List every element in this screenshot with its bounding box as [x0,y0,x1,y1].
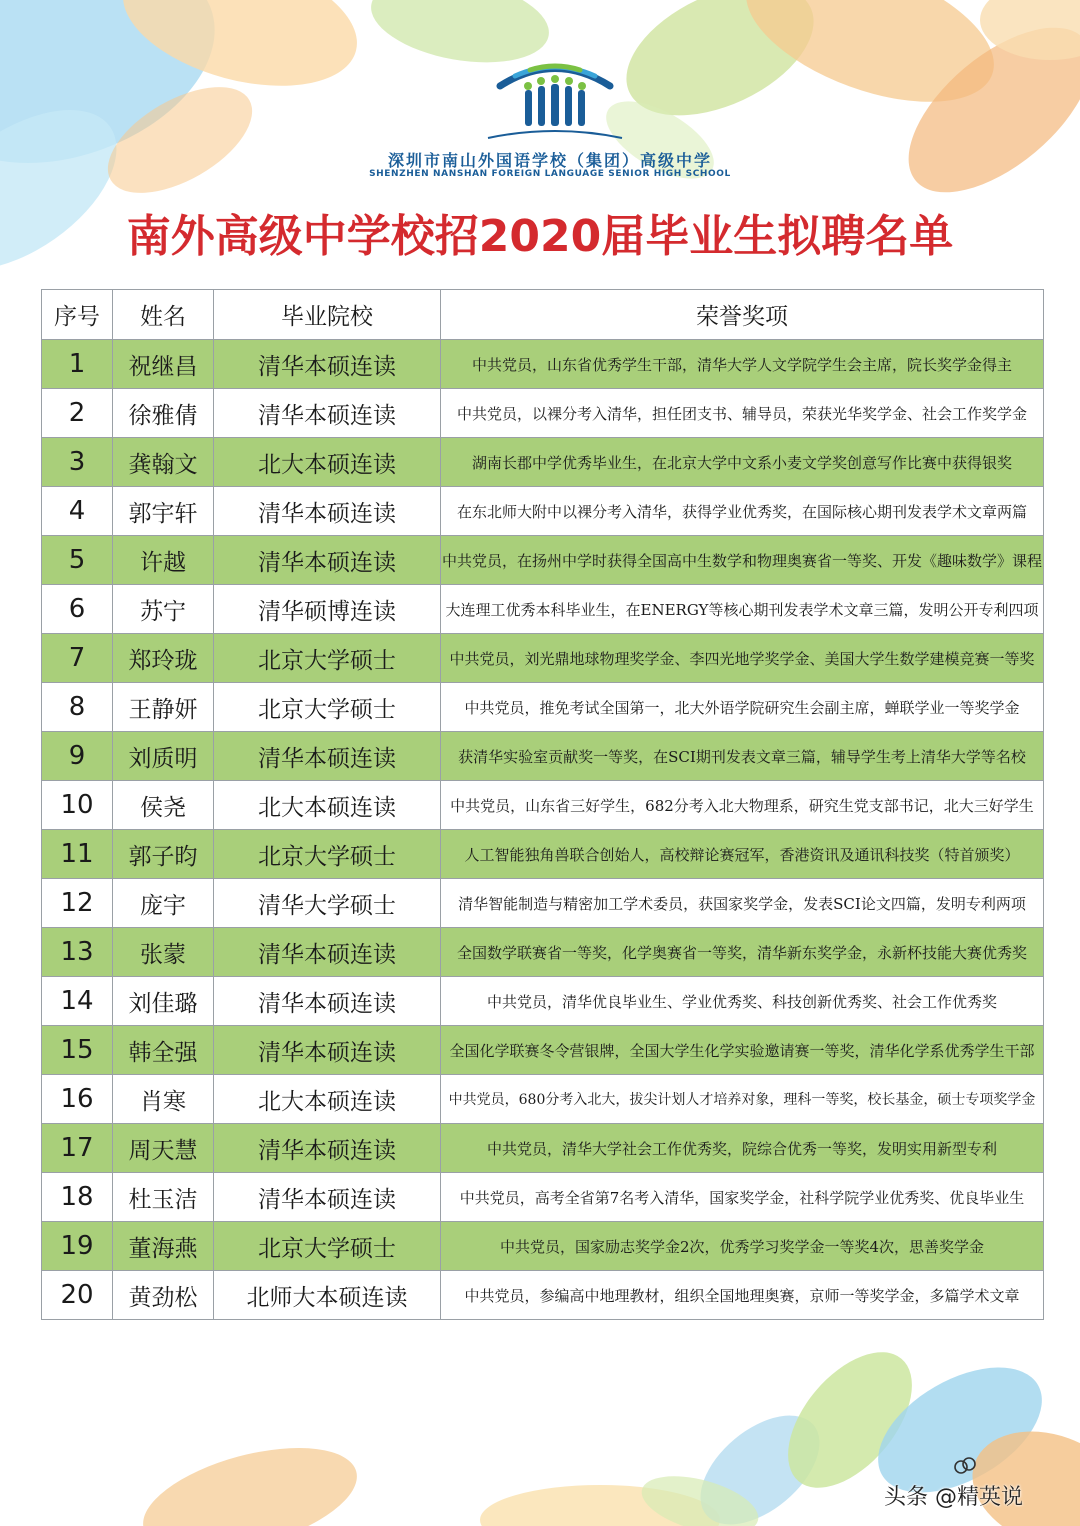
row-honors: 中共党员，清华优良毕业生、学业优秀奖、科技创新优秀奖、社会工作优秀奖 [441,977,1044,1026]
row-seq: 10 [42,781,113,830]
row-school: 清华本硕连读 [214,977,441,1026]
row-school: 北京大学硕士 [214,634,441,683]
row-honors: 大连理工优秀本科毕业生，在ENERGY等核心期刊发表学术文章三篇，发明公开专利四项 [441,585,1044,634]
school-name-cn: 深圳市南山外国语学校（集团）高级中学 [387,151,712,170]
row-name: 黄劲松 [113,1271,214,1320]
row-honors: 中共党员，国家励志奖学金2次，优秀学习奖学金一等奖4次，思善奖学金 [441,1222,1044,1271]
row-school: 北师大本硕连读 [214,1271,441,1320]
row-school: 清华本硕连读 [214,536,441,585]
row-name: 许越 [113,536,214,585]
hiring-list-table [41,289,1044,1320]
row-honors: 清华智能制造与精密加工学术委员，获国家奖学金，发表SCI论文四篇，发明专利两项 [441,879,1044,928]
row-school: 清华大学硕士 [214,879,441,928]
row-name: 张蒙 [113,928,214,977]
row-seq: 7 [42,634,113,683]
row-school: 清华本硕连读 [214,1173,441,1222]
row-honors: 中共党员，在扬州中学时获得全国高中生数学和物理奥赛省一等奖、开发《趣味数学》课程 [441,536,1044,585]
row-honors: 中共党员，高考全省第7名考入清华，国家奖学金，社科学院学业优秀奖、优良毕业生 [441,1173,1044,1222]
table-header-row [42,290,1044,340]
row-seq: 20 [42,1271,113,1320]
row-seq: 15 [42,1026,113,1075]
row-name: 肖寒 [113,1075,214,1124]
row-honors: 中共党员，以裸分考入清华，担任团支书、辅导员，荣获光华奖学金、社会工作奖学金 [441,389,1044,438]
row-school: 北京大学硕士 [214,1222,441,1271]
column-header-school: 毕业院校 [214,290,441,340]
row-name: 庞宇 [113,879,214,928]
row-honors: 人工智能独角兽联合创始人，高校辩论赛冠军，香港资讯及通讯科技奖（特首颁奖） [441,830,1044,879]
row-name: 刘佳璐 [113,977,214,1026]
row-name: 郑玲珑 [113,634,214,683]
row-school: 清华本硕连读 [214,487,441,536]
row-school: 清华本硕连读 [214,928,441,977]
row-seq: 19 [42,1222,113,1271]
row-school: 北大本硕连读 [214,1075,441,1124]
row-name: 苏宁 [113,585,214,634]
row-school: 北大本硕连读 [214,438,441,487]
row-honors: 全国数学联赛省一等奖，化学奥赛省一等奖，清华新东奖学金，永新杯技能大赛优秀奖 [441,928,1044,977]
column-header-honors: 荣誉奖项 [441,290,1044,340]
toutiao-logo-icon [952,1455,978,1477]
row-honors: 中共党员，清华大学社会工作优秀奖，院综合优秀一等奖，发明实用新型专利 [441,1124,1044,1173]
row-school: 清华硕博连读 [214,585,441,634]
table-row [42,1026,1044,1075]
table-row [42,487,1044,536]
table-row [42,340,1044,389]
row-name: 祝继昌 [113,340,214,389]
table-row [42,1173,1044,1222]
table-row [42,879,1044,928]
row-seq: 1 [42,340,113,389]
table-row [42,781,1044,830]
row-honors: 中共党员，刘光鼎地球物理奖学金、李四光地学奖学金、美国大学生数学建模竞赛一等奖 [441,634,1044,683]
table-row [42,438,1044,487]
row-seq: 13 [42,928,113,977]
row-school: 清华本硕连读 [214,340,441,389]
row-name: 韩全强 [113,1026,214,1075]
row-honors: 中共党员，推免考试全国第一，北大外语学院研究生会副主席，蝉联学业一等奖学金 [441,683,1044,732]
table-row [42,830,1044,879]
row-honors: 在东北师大附中以裸分考入清华，获得学业优秀奖，在国际核心期刊发表学术文章两篇 [441,487,1044,536]
row-school: 清华本硕连读 [214,389,441,438]
table-row [42,585,1044,634]
row-seq: 5 [42,536,113,585]
table-row [42,389,1044,438]
row-honors: 中共党员，680分考入北大，拔尖计划人才培养对象，理科一等奖，校长基金，硕士专项奖学金 [441,1075,1044,1124]
row-seq: 2 [42,389,113,438]
row-seq: 3 [42,438,113,487]
school-logo-icon [480,46,630,142]
table-row [42,977,1044,1026]
row-honors: 湖南长郡中学优秀毕业生，在北京大学中文系小麦文学奖创意写作比赛中获得银奖 [441,438,1044,487]
table-row [42,536,1044,585]
row-seq: 18 [42,1173,113,1222]
row-school: 清华本硕连读 [214,1124,441,1173]
row-school: 清华本硕连读 [214,732,441,781]
row-school: 北京大学硕士 [214,683,441,732]
row-honors: 中共党员，山东省三好学生，682分考入北大物理系，研究生党支部书记，北大三好学生 [441,781,1044,830]
row-school: 北京大学硕士 [214,830,441,879]
row-name: 杜玉洁 [113,1173,214,1222]
table-row [42,634,1044,683]
row-name: 王静妍 [113,683,214,732]
table-row [42,1124,1044,1173]
row-seq: 9 [42,732,113,781]
watermark-text: 头条 @精英说 [884,1485,1023,1510]
column-header-name: 姓名 [113,290,214,340]
row-honors: 全国化学联赛冬令营银牌，全国大学生化学实验邀请赛一等奖，清华化学系优秀学生干部 [441,1026,1044,1075]
table-row [42,1271,1044,1320]
row-name: 龚翰文 [113,438,214,487]
row-name: 周天慧 [113,1124,214,1173]
row-seq: 11 [42,830,113,879]
row-honors: 获清华实验室贡献奖一等奖，在SCI期刊发表文章三篇，辅导学生考上清华大学等名校 [441,732,1044,781]
row-seq: 16 [42,1075,113,1124]
row-seq: 8 [42,683,113,732]
table-row [42,928,1044,977]
row-honors: 中共党员，山东省优秀学生干部，清华大学人文学院学生会主席，院长奖学金得主 [441,340,1044,389]
school-name-en: SHENZHEN NANSHAN FOREIGN LANGUAGE SENIOR HIGH SCHOOL [369,169,731,179]
page-title: 南外高级中学校招2020届毕业生拟聘名单 [126,211,954,262]
column-header-seq: 序号 [42,290,113,340]
row-name: 徐雅倩 [113,389,214,438]
row-seq: 14 [42,977,113,1026]
row-name: 董海燕 [113,1222,214,1271]
row-honors: 中共党员，参编高中地理教材，组织全国地理奥赛，京师一等奖学金，多篇学术文章 [441,1271,1044,1320]
table-row [42,1075,1044,1124]
row-seq: 17 [42,1124,113,1173]
table-row [42,732,1044,781]
row-seq: 4 [42,487,113,536]
row-name: 郭宇轩 [113,487,214,536]
row-name: 侯尧 [113,781,214,830]
table-row [42,1222,1044,1271]
row-school: 清华本硕连读 [214,1026,441,1075]
row-school: 北大本硕连读 [214,781,441,830]
row-name: 郭子昀 [113,830,214,879]
row-name: 刘质明 [113,732,214,781]
row-seq: 6 [42,585,113,634]
table-row [42,683,1044,732]
row-seq: 12 [42,879,113,928]
